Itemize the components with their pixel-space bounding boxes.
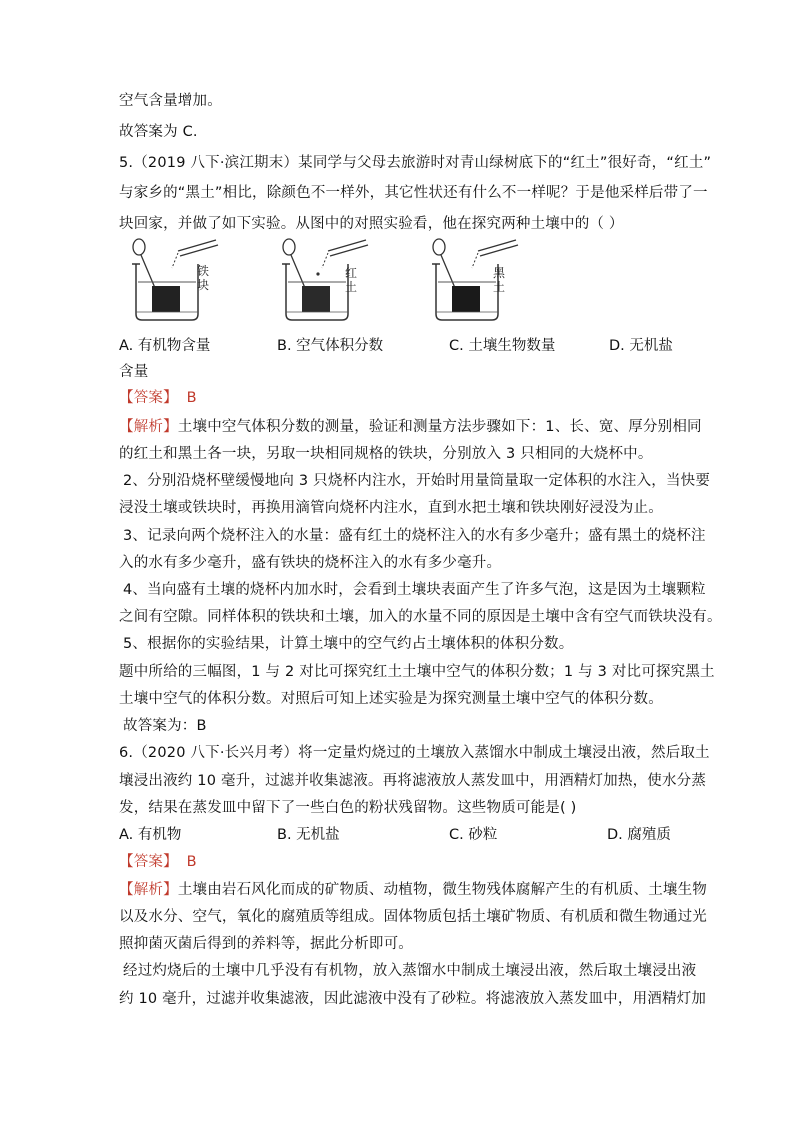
option-b: B. 无机盐 [277,827,340,843]
beaker-illustration [278,236,378,326]
figure-label: 黑土 [492,266,505,294]
figure-label: 铁块 [196,264,209,292]
text-line: 4、当向盛有土壤的烧杯内加水时，会看到土壤块表面产生了许多气泡，这是因为土壤颗粒 [123,582,706,598]
question-5-text: 与家乡的“黑土”相比，除颜色不一样外，其它性状还有什么不一样呢？于是他采样后带了一 [119,185,708,201]
question-6-text: 6.（2020 八下·长兴月考）将一定量灼烧过的土壤放入蒸馏水中制成土壤浸出液，然后取土 [119,745,710,761]
option-c: C. 土壤生物数量 [449,338,556,354]
option-a: A. 有机物 [119,827,182,843]
question-6-text: 壤浸出液约 10 毫升，过滤并收集滤液。再将滤液放人蒸发皿中，用酒精灯加热，使水分蒸 [119,773,707,789]
beaker-figure-black-soil [428,236,528,326]
text-line: 约 10 毫升，过滤并收集滤液，因此滤液中没有了砂粒。将滤液放入蒸发皿中，用酒精灯加 [119,991,707,1007]
text-line: 空气含量增加。 [119,93,222,109]
option-d: D. 无机盐 [609,338,673,354]
explanation-label: 【解析】 [119,882,178,898]
text-line: 照抑菌灭菌后得到的养料等，据此分析即可。 [119,936,413,952]
explanation-text: 土壤中空气体积分数的测量，验证和测量方法步骤如下：1、长、宽、厚分别相同 [177,419,702,435]
text-line: 3、记录向两个烧杯注入的水量：盛有红土的烧杯注入的水有多少毫升；盛有黑土的烧杯注 [123,528,706,544]
text-line: 的红土和黑土各一块，另取一块相同规格的铁块，分别放入 3 只相同的大烧杯中。 [119,446,653,462]
text-line: 含量 [119,364,149,380]
text-line: 2、分别沿烧杯壁缓慢地向 3 只烧杯内注水，开始时用量筒量取一定体积的水注入，当快要 [123,473,711,489]
answer-value: B [186,854,197,870]
text-line: 浸没土壤或铁块时，再换用滴管向烧杯内注水，直到水把土壤和铁块刚好浸没为止。 [119,500,663,516]
beaker-figure-iron [128,236,228,326]
beaker-figure-red-soil [278,236,378,326]
question-6-text: 发，结果在蒸发皿中留下了一些白色的粉状残留物。这些物质可能是( ) [119,800,577,816]
answer-value: B [186,390,197,406]
text-line: 入的水有多少毫升，盛有铁块的烧杯注入的水有多少毫升。 [119,555,502,571]
option-a: A. 有机物含量 [119,338,211,354]
figure-label: 红土 [344,266,357,294]
answer-label: 【答案】 [119,854,178,870]
text-line: 之间有空隙。同样体积的铁块和土壤，加入的水量不同的原因是土壤中含有空气而铁块没有。 [119,609,722,625]
explanation-line [119,880,707,900]
explanation-line [119,417,702,437]
explanation-text: 土壤由岩石风化而成的矿物质、动植物，微生物残体腐解产生的有机质、土壤生物 [177,882,708,898]
question-5-text: 块回家，并做了如下实验。从图中的对照实验看，他在探究两种土壤中的（ ） [119,216,624,232]
beaker-illustration [128,236,228,326]
answer-line [119,388,197,408]
answer-line [119,852,197,872]
question-5-text: 5.（2019 八下·滨江期末）某同学与父母去旅游时对青山绿树底下的“红土”很好奇，“红土” [119,155,712,171]
text-line: 5、根据你的实验结果，计算土壤中的空气约占土壤体积的体积分数。 [123,636,574,652]
text-line: 经过灼烧后的土壤中几乎没有有机物，放入蒸馏水中制成土壤浸出液，然后取土壤浸出液 [123,963,697,979]
text-line: 故答案为 C. [119,124,198,140]
option-d: D. 腐殖质 [607,827,671,843]
text-line: 土壤中空气的体积分数。对照后可知上述实验是为探究测量土壤中空气的体积分数。 [119,691,663,707]
text-line: 以及水分、空气，氧化的腐殖质等组成。固体物质包括土壤矿物质、有机质和微生物通过光 [119,909,707,925]
text-line: 题中所给的三幅图，1 与 2 对比可探究红土土壤中空气的体积分数；1 与 3 对比可探究黑土 [119,664,715,680]
option-b: B. 空气体积分数 [277,338,384,354]
answer-label: 【答案】 [119,390,178,406]
text-line: 故答案为：B [123,718,207,734]
option-c: C. 砂粒 [449,827,498,843]
beaker-illustration [428,236,528,326]
explanation-label: 【解析】 [119,419,178,435]
